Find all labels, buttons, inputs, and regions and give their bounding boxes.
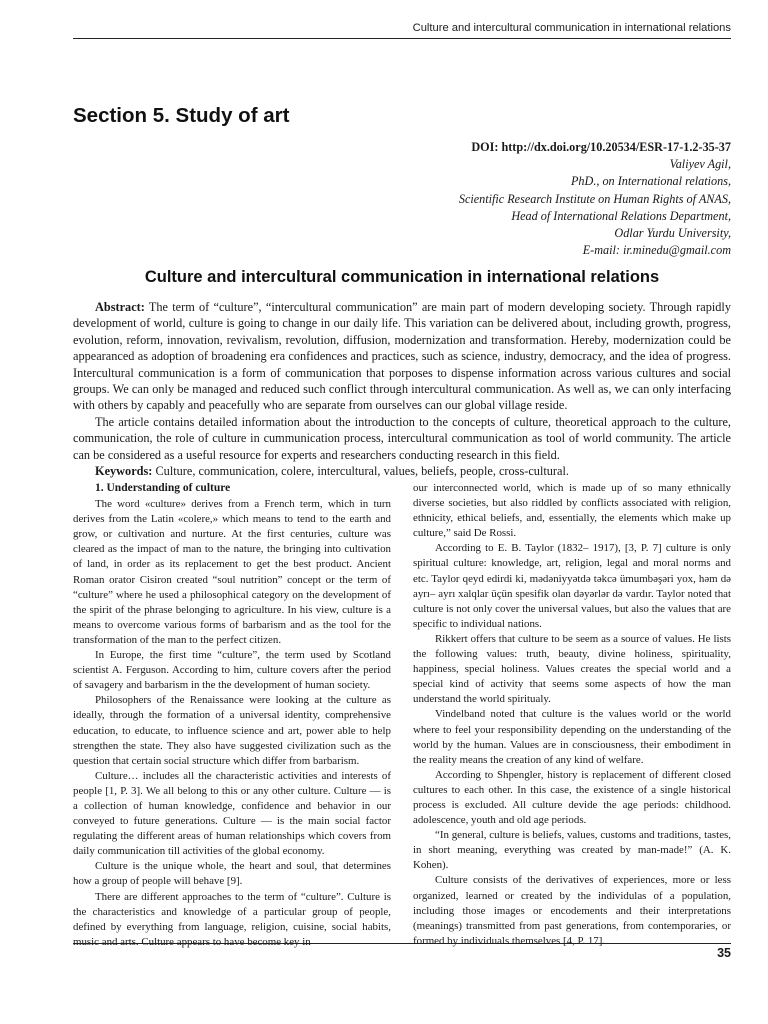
author-block — [291, 139, 731, 259]
body-paragraph: According to E. B. Taylor (1832– 1917), [3, P. 7] culture is only spiritual culture: knowledge, art, religion, legal and moral norms and etc. Taylor qeyd edirdi ki, mədəniyyətdə təkcə ümumbəşəri yox, həm də ayrı– ayrı xalqlar üçün spesifik olan dəyərlər də vardır. Taylor noted that culture is not only cover the universal values, but also the values that are specific to individual nations. — [413, 542, 731, 630]
abstract-block — [73, 299, 731, 479]
author-university: Odlar Yurdu University, — [614, 226, 731, 241]
body-paragraph: The word «culture» derives from a French term, which in turn derives from the Latin «colere,» which means to tend to the earth and grow, or cultivation and nurture. At the first centuries, culture was cleared as the impact of man to the nature, the bringing into cultivation of land, in order as its replacement to get the best product. Ancient Roman orator Cisiron created “soul nutrition” concept or the term of “culture” where he used a philosophical category on the development of the spirit of the phrase belonging to agriculture. In his view, culture is a means to overcome various forms of barbarism and as the tool for the transformation of the man to the perfect citizen. — [73, 498, 391, 646]
abstract-text: The term of “culture”, “intercultural communication” are main part of modern developing society. Through rapidly development of world, culture is going to change in our daily life. This variation can be delivered about, including growth, progress, evolution, reform, innovation, revivalism, revolution, diffusion, modernization and transformation. Hereby, modernization could be appearanced as adoption of broadening era confidences and practices, such as science, industry, democracy, and the idea of progress. Intercultural communication is a form of communication that porposes to dispense information across various cultures and social groups. We can only be managed and reduced such conflict through intercultural communication. As well as, we can only interfacing with others by capably and peacefully who are separate from ourselves can our global village reside. — [73, 300, 731, 413]
body-paragraph: “In general, culture is beliefs, values, customs and traditions, tastes, in short meaning, everything was created by man-made!” (A. K. Kohen). — [413, 829, 731, 872]
body-paragraph-continued: our interconnected world, which is made up of so many ethnically diverse societies, but also riddled by conflicts associated with religion, ethnicity, ethical beliefs, and, essentially, the elements which make up culture,” said De Rossi. — [413, 482, 731, 540]
body-paragraph: According to Shpengler, history is replacement of different closed cultures to each other. In this case, the existence of a single historical process is excluded. All culture devide the age periods: childhood. adolescence, youth and old age periods. — [413, 768, 731, 827]
paper-title: Culture and intercultural communication in international relations — [144, 268, 660, 286]
body-paragraph: Rikkert offers that culture to be seem as a source of values. He lists the following values: truth, beauty, divine holiness, spirituality, happiness, special holiness. Values creates the special world and a special kind of activity that seems some aspects of how the man understand the world spiritualy. — [413, 632, 731, 706]
body-paragraph: In Europe, the first time “culture”, the term used by Scotland scientist A. Ferguson. According to him, culture covers after the period of savagery and barbarism in the the development of human society. — [73, 649, 391, 692]
page-number: 35 — [717, 946, 731, 960]
body-paragraph: Culture is the unique whole, the heart and soul, that determines how a group of people will behave [9]. — [73, 860, 391, 888]
subsection-heading: 1. Understanding of culture — [95, 482, 231, 494]
body-paragraph: Vindelband noted that culture is the values world or the world where to feel your responsibility depending on the understanding of the world by the human. Values are in consciousness, their embodiment in the reality means the creation of any kind of welfare. — [413, 708, 731, 766]
top-rule — [73, 38, 731, 39]
abstract-label: Abstract: — [95, 300, 145, 314]
keywords-label: Keywords: — [95, 464, 153, 479]
right-column — [413, 481, 731, 949]
section-title: Section 5. Study of art — [73, 104, 290, 127]
running-head: Culture and intercultural communication in international relations — [412, 22, 731, 34]
abstract-paragraph-2: The article contains detailed information about the introduction to the concepts of culture, theoretical approach to the culture, communication, the role of culture in cummunication process, intercultural communication as tool of world community. The article can be considered as a useful resource for experts and researchers conducting research in this field. — [73, 414, 731, 462]
author-position: Head of International Relations Department, — [511, 208, 731, 223]
keywords-paragraph — [73, 463, 731, 479]
body-paragraph: Culture consists of the derivatives of experiences, more or less organized, learned or created by the individulas of a population, including those images or encodements and their interpretations (meanings) transmitted from past generations, from contemporaries, or formed by individuals themselves [4, P. 17]. — [413, 874, 731, 947]
body-paragraph: Philosophers of the Renaissance were looking at the culture as ideally, through the formation of a universal identity, comprehensive education, to educate, to influence science and art, power able to help strengthen the state. They also have suggested civilization such as the question that certain social structure which differ from barbarism. — [73, 694, 391, 767]
keywords-text: Culture, communication, colere, intercultural, values, beliefs, people, cross-cultural. — [152, 464, 569, 479]
bottom-rule — [73, 943, 731, 944]
body-paragraph: There are different approaches to the term of “culture”. Culture is the characteristics and knowledge of a particular group of people, defined by everything from language, religion, cuisine, social habits, music and arts. Culture appears to have become key in — [73, 890, 391, 948]
body-paragraph: Culture… includes all the characteristic activities and interests of people [1, P. 3]. We all belong to this or any other culture. Culture — is a collection of human knowledge, confidence and behavior in our conveyed to future generations. Culture — is the main social factor regulating the different areas of human relationships which covers from daily communication till activities of the global economy. — [73, 769, 391, 858]
left-column — [73, 481, 391, 950]
author-institute: Scientific Research Institute on Human Rights of ANAS, — [458, 191, 731, 206]
abstract-paragraph — [73, 299, 731, 414]
author-degree: PhD., on International relations, — [570, 174, 731, 189]
author-email: E-mail: ir.minedu@gmail.com — [582, 243, 731, 258]
doi-line: DOI: http://dx.doi.org/10.20534/ESR-17-1.2-35-37 — [471, 140, 731, 154]
author-name: Valiyev Agil, — [669, 157, 731, 172]
